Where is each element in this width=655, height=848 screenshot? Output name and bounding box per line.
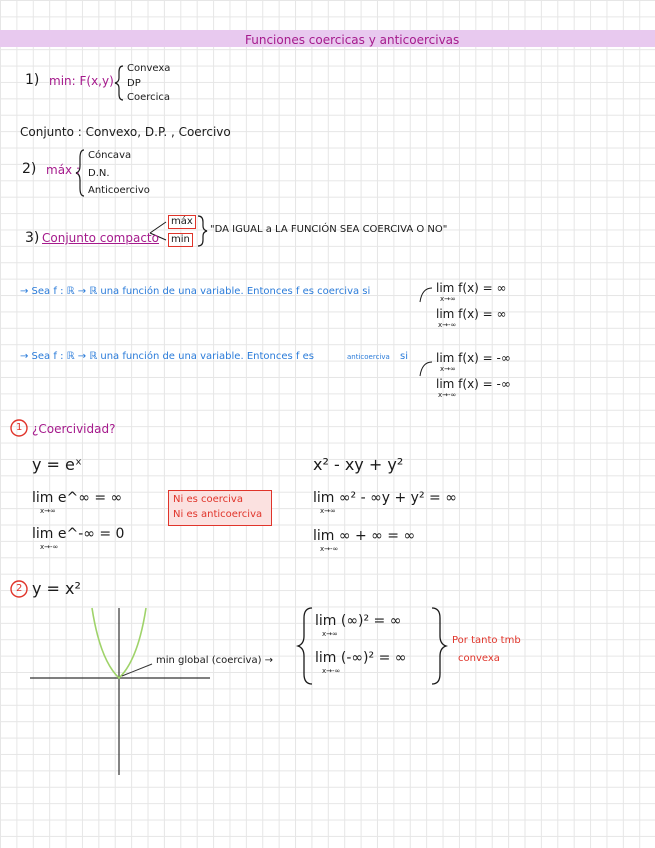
- ex1-left-sub1: x→∞: [40, 507, 56, 515]
- ex2-sub1: x→∞: [322, 630, 338, 638]
- ex2-sub2: x→-∞: [322, 667, 341, 675]
- ex1-left-func: y = eˣ: [32, 455, 82, 474]
- def1-lim1: lim f(x) = ∞: [436, 281, 507, 295]
- ex1-left-sub2: x→-∞: [40, 543, 59, 551]
- sec2-item-1: Cóncava: [88, 150, 132, 161]
- def1-sub2: x→-∞: [438, 321, 457, 329]
- ex1-left-lim2: lim e^-∞ = 0: [32, 526, 125, 542]
- def2-sub1: x→∞: [440, 365, 456, 373]
- brace-right-ex2: [432, 608, 446, 684]
- sec3-note: "DA IGUAL a LA FUNCIÓN SEA COERCIVA O NO": [210, 224, 448, 235]
- sec1-number: 1): [25, 72, 40, 88]
- ex2-lim2: lim (-∞)² = ∞: [315, 650, 407, 666]
- ex2-func: y = x²: [32, 579, 81, 598]
- def1-arrow: [420, 288, 432, 302]
- sec3-number: 3): [25, 230, 40, 246]
- ex1-right-sub2: x→-∞: [320, 545, 339, 553]
- sec2-item-3: Anticoercivo: [88, 185, 150, 196]
- ex1-left-lim1: lim e^∞ = ∞: [32, 490, 123, 506]
- sec1-expr: min: F(x,y): [49, 74, 114, 88]
- def1-text: → Sea f : ℝ → ℝ una función de una variable. Entonces f es coerciva si: [20, 286, 371, 297]
- sec2-item-2: D.N.: [88, 168, 110, 179]
- ex1-right-lim2: lim ∞ + ∞ = ∞: [313, 528, 416, 544]
- max-box: máx: [168, 215, 196, 229]
- def1-lim2: lim f(x) = ∞: [436, 307, 507, 321]
- def2-lim1: lim f(x) = -∞: [436, 351, 511, 365]
- sec3-label: Conjunto compacto: [42, 231, 159, 245]
- page-title: Funciones coercicas y anticoercivas: [245, 33, 460, 47]
- ex2-annot: min global (coerciva) →: [156, 655, 274, 666]
- min-box: min: [168, 233, 193, 247]
- def2-si: si: [400, 351, 408, 362]
- def2-arrow: [420, 362, 432, 376]
- ex1-verdict-box: [168, 490, 272, 526]
- ex2-conclusion-2: convexa: [458, 653, 500, 664]
- brace-1: [115, 66, 123, 100]
- ex1-right-func: x² - xy + y²: [313, 455, 404, 474]
- brace-3: [198, 216, 207, 246]
- ex2-conclusion-1: Por tanto tmb: [452, 635, 521, 646]
- ex2-number: 2: [16, 583, 23, 594]
- def2-word: anticoerciva: [347, 353, 390, 361]
- def1-sub1: x→∞: [440, 295, 456, 303]
- ex1-number: 1: [16, 422, 23, 433]
- conjunto-1: Conjunto : Convexo, D.P. , Coercivo: [20, 125, 231, 139]
- ex2-lim1: lim (∞)² = ∞: [315, 613, 402, 629]
- brace-left-ex2: [298, 608, 312, 684]
- ex1-heading: ¿Coercividad?: [32, 422, 116, 436]
- ex1-verdict-1: Ni es coerciva: [173, 494, 243, 505]
- sec1-item-1: Convexa: [127, 63, 171, 74]
- sec2-expr: máx :: [46, 163, 81, 177]
- ex1-right-sub1: x→∞: [320, 507, 336, 515]
- def2-sub2: x→-∞: [438, 391, 457, 399]
- ex1-right-lim1: lim ∞² - ∞y + y² = ∞: [313, 490, 457, 506]
- ex1-verdict-2: Ni es anticoerciva: [173, 509, 263, 520]
- def2-text: → Sea f : ℝ → ℝ una función de una variable. Entonces f es: [20, 351, 314, 362]
- sec1-item-3: Coercica: [127, 92, 171, 103]
- sec2-number: 2): [22, 161, 37, 177]
- def2-lim2: lim f(x) = -∞: [436, 377, 511, 391]
- sec1-item-2: DP: [127, 78, 141, 89]
